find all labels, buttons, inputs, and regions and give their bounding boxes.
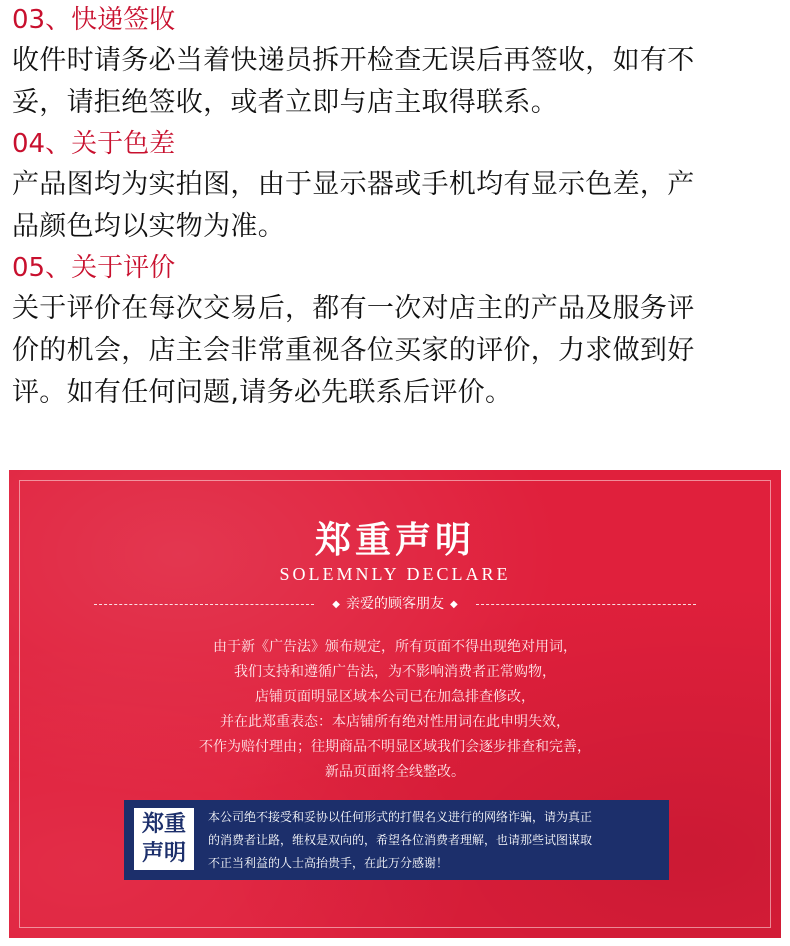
section-body-reviews bbox=[12, 288, 782, 414]
body-line: 妥，请拒绝签收，或者立即与店主取得联系。 bbox=[12, 87, 558, 118]
section-title-delivery: 03、快递签收 bbox=[12, 5, 176, 35]
greeting-text: 亲爱的顾客朋友 bbox=[346, 596, 444, 612]
notice-line: 不正当利益的人士高抬贵手，在此万分感谢！ bbox=[208, 856, 449, 870]
declaration-banner bbox=[9, 470, 781, 938]
section-body-color-difference bbox=[12, 164, 782, 248]
diamond-icon: ◆ bbox=[450, 599, 458, 610]
banner-title: 郑重声明 bbox=[314, 520, 475, 561]
declaration-line: 由于新《广告法》颁布规定，所有页面不得出现绝对用词， bbox=[213, 639, 577, 655]
greeting-divider bbox=[94, 594, 696, 614]
notice-line: 本公司绝不接受和妥协以任何形式的打假名义进行的网络诈骗，请为真正 bbox=[208, 810, 593, 824]
section-title-reviews: 05、关于评价 bbox=[12, 253, 176, 283]
section-body-delivery bbox=[12, 40, 782, 124]
notice-badge bbox=[134, 808, 194, 870]
badge-line: 声明 bbox=[141, 841, 186, 866]
declaration-line: 并在此郑重表态：本店铺所有绝对性用词在此申明失效， bbox=[220, 714, 570, 730]
body-line: 产品图均为实拍图，由于显示器或手机均有显示色差，产 bbox=[12, 169, 695, 200]
declaration-line: 不作为赔付理由；往期商品不明显区域我们会逐步排查和完善， bbox=[199, 739, 591, 755]
notice-line: 的消费者让路，维权是双向的，希望各位消费者理解，也请那些试图谋取 bbox=[208, 833, 593, 847]
body-line: 收件时请务必当着快递员拆开检查无误后再签收，如有不 bbox=[12, 45, 695, 76]
badge-line: 郑重 bbox=[141, 812, 186, 837]
body-line: 品颜色均以实物为准。 bbox=[12, 211, 285, 242]
body-line: 评。如有任何问题,请务必先联系后评价。 bbox=[12, 377, 513, 408]
declaration-body bbox=[39, 635, 751, 785]
body-line: 关于评价在每次交易后，都有一次对店主的产品及服务评 bbox=[12, 293, 695, 324]
declaration-line: 我们支持和遵循广告法，为不影响消费者正常购物， bbox=[234, 664, 556, 680]
anti-fraud-notice bbox=[124, 800, 669, 880]
notes-section bbox=[12, 0, 782, 414]
diamond-icon: ◆ bbox=[332, 599, 340, 610]
body-line: 价的机会，店主会非常重视各位买家的评价，力求做到好 bbox=[12, 335, 695, 366]
declaration-line: 店铺页面明显区域本公司已在加急排查修改， bbox=[255, 689, 535, 705]
greeting-row bbox=[94, 594, 696, 615]
section-title-color-difference: 04、关于色差 bbox=[12, 129, 176, 159]
notice-text bbox=[208, 806, 658, 875]
banner-subtitle: SOLEMNLY DECLARE bbox=[279, 564, 511, 584]
declaration-line: 新品页面将全线整改。 bbox=[325, 764, 465, 780]
